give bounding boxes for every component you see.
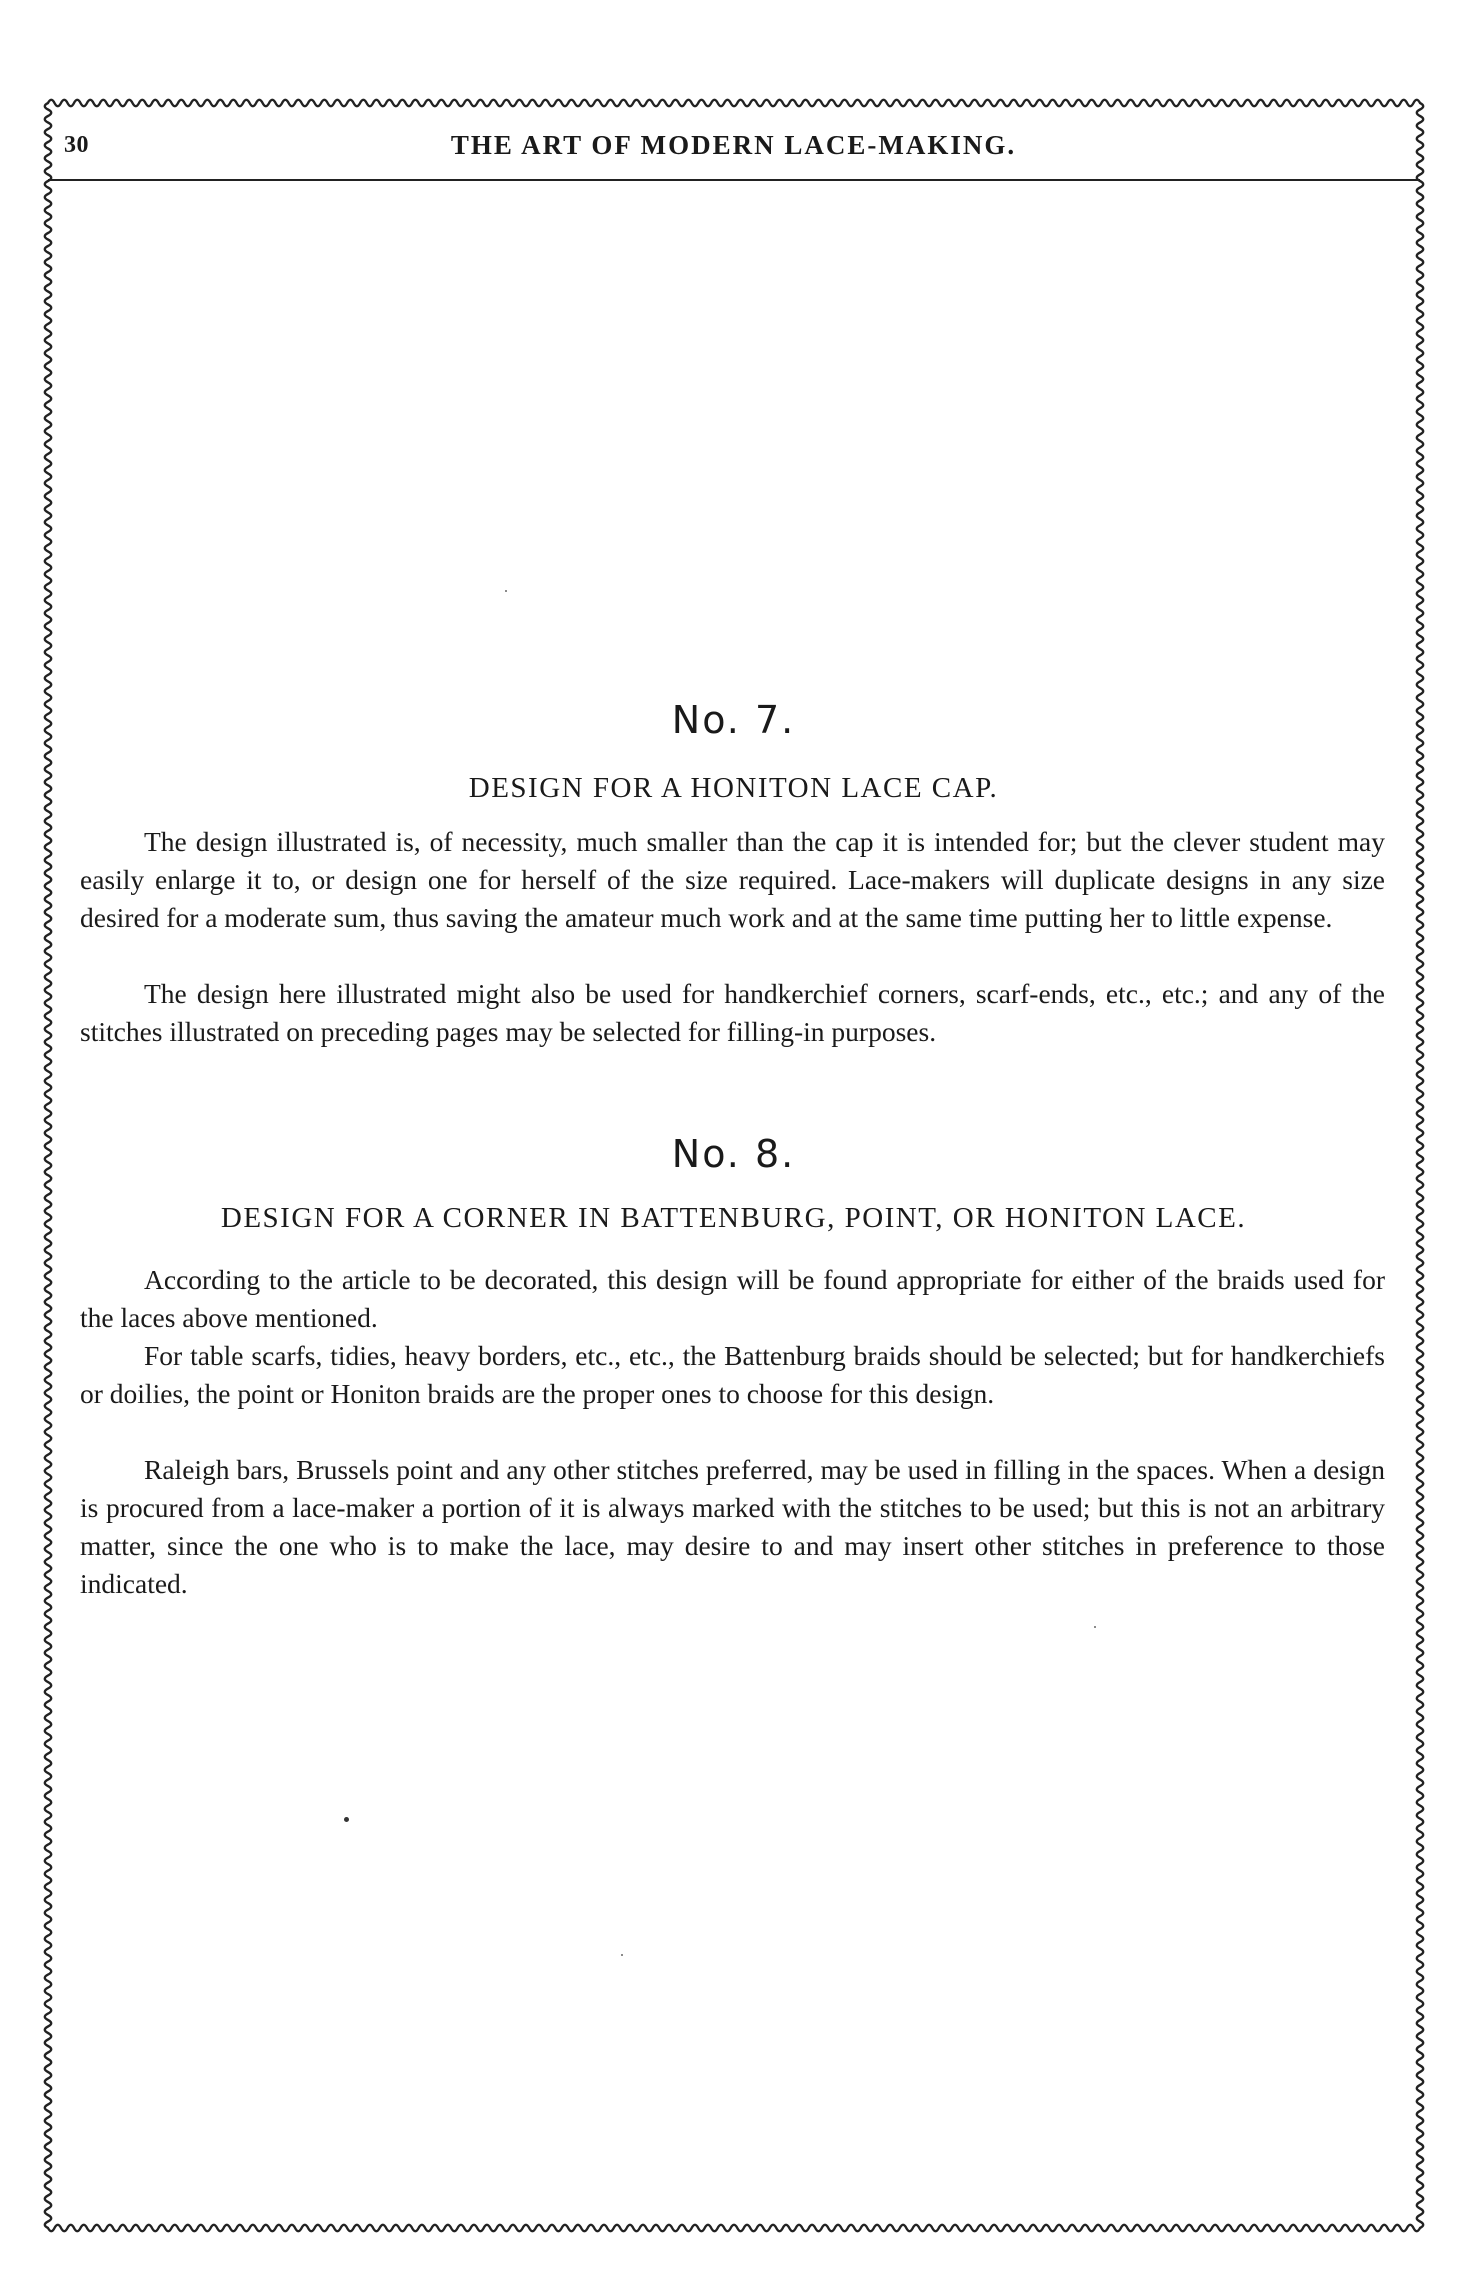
print-speck <box>1094 1626 1096 1628</box>
section-8-paragraph-2: For table scarfs, tidies, heavy borders, etc., etc., the Battenburg braids should be selected; but for handkerchiefs or doilies, the point or Honiton braids are the proper ones to choose for this design. <box>80 1340 1385 1409</box>
section-number-7: No. 7. <box>671 698 796 742</box>
print-speck <box>505 590 507 592</box>
section-number-8: No. 8. <box>671 1132 796 1176</box>
section-8-paragraph-1: According to the article to be decorated, this design will be found appropriate for either of the braids used for the laces above mentioned. <box>80 1264 1385 1333</box>
section-7-paragraph-2: The design here illustrated might also be used for handkerchief corners, scarf-ends, etc., etc.; and any of the stitches illustrated on preceding pages may be selected for filling-in purposes. <box>80 978 1385 1047</box>
print-speck <box>344 1817 349 1822</box>
print-speck <box>621 1954 623 1956</box>
section-8-paragraph-3: Raleigh bars, Brussels point and any other stitches preferred, may be used in filling in the spaces. When a design is procured from a lace-maker a portion of it is always marked with the stitches to be used; but this is not an arbitrary matter, since the one who is to make the lace, may desire to and may insert other stitches in preference to those indicated. <box>80 1454 1385 1599</box>
running-title: THE ART OF MODERN LACE-MAKING. <box>450 130 1017 160</box>
section-7-paragraph-1: The design illustrated is, of necessity, much smaller than the cap it is intended for; but the clever student may easily enlarge it to, or design one for herself of the size required. Lace-makers will duplicate designs in any size desired for a moderate sum, thus saving the amateur much work and at the same time putting her to little expense. <box>80 826 1385 933</box>
page-number: 30 <box>64 132 89 158</box>
header-rule <box>48 179 1420 181</box>
section-title-7: DESIGN FOR A HONITON LACE CAP. <box>468 772 999 804</box>
section-title-8: DESIGN FOR A CORNER IN BATTENBURG, POINT, OR HONITON LACE. <box>220 1202 1247 1234</box>
